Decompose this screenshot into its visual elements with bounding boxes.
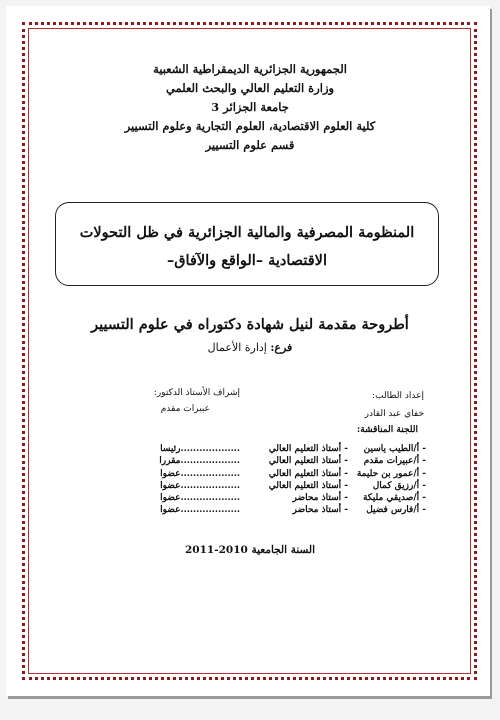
student-block [330,391,424,435]
committee-row [110,468,426,480]
member-rank: - أستاذ محاضر [292,505,348,516]
committee-row [110,455,426,467]
header-line-university: جامعة الجزائر 3 [211,100,289,114]
thesis-title-line1: المنظومة المصرفية والمالية الجزائرية في ظل التحولات [79,224,415,241]
supervisor-label: إشراف الأستاذ الدكتور: [153,388,240,398]
thesis-title-line2: الاقتصادية –الواقع والآفاق– [167,252,327,269]
degree-subtitle [0,316,500,354]
committee-list [110,443,426,517]
student-name: خفاي عبد القادر [364,409,424,419]
committee-row [110,480,426,492]
member-name: - أ/فارس فضيل [366,505,426,516]
member-role: ...................رئيسا [160,444,240,454]
member-rank: - أستاذ التعليم العالي [268,480,348,491]
committee-row [110,492,426,504]
supervisor-block [120,388,240,414]
member-role: ...................مقررا [159,456,240,467]
header-line-republic: الجمهورية الجزائرية الديمقراطية الشعبية [153,62,347,76]
thesis-title-box [55,202,439,286]
degree-statement: أطروحة مقدمة لنيل شهادة دكتوراه في علوم التسيير [91,316,409,333]
member-role: ...................عضوا [160,505,240,516]
member-name: - أ/رزيق كمال [372,480,426,491]
member-rank: - أستاذ محاضر [292,493,348,504]
branch-value: إدارة الأعمال [207,341,267,354]
member-role: ...................عضوا [160,468,240,479]
committee-row [110,504,426,516]
supervisor-name: عبيرات مقدم [160,404,210,414]
header-line-ministry: وزارة التعليم العالي والبحث العلمي [165,81,335,95]
member-name: - أ/صديقي مليكة [362,493,426,504]
member-role: ...................عضوا [160,493,240,504]
branch-line [0,341,500,354]
institution-header [0,60,500,155]
header-line-faculty: كلية العلوم الاقتصادية، العلوم التجارية وعلوم التسيير [124,119,376,133]
committee-label: اللجنة المناقشة: [356,425,418,435]
member-name: - أ/الطيب ياسين [363,444,426,454]
member-rank: - أستاذ التعليم العالي [268,444,348,454]
header-line-department: قسم علوم التسيير [205,138,295,152]
student-label: إعداد الطالب: [372,391,424,401]
academic-year: السنة الجامعية 2010-2011 [184,544,315,556]
member-name: - أ/عبيرات مقدم [363,456,426,467]
member-rank: - أستاذ التعليم العالي [268,456,348,467]
member-rank: - أستاذ التعليم العالي [268,468,348,479]
branch-label: فرع: [270,341,293,354]
member-name: - أ/عمور بن حليمة [356,468,426,479]
member-role: ...................عضوا [160,480,240,491]
committee-row [110,443,426,455]
